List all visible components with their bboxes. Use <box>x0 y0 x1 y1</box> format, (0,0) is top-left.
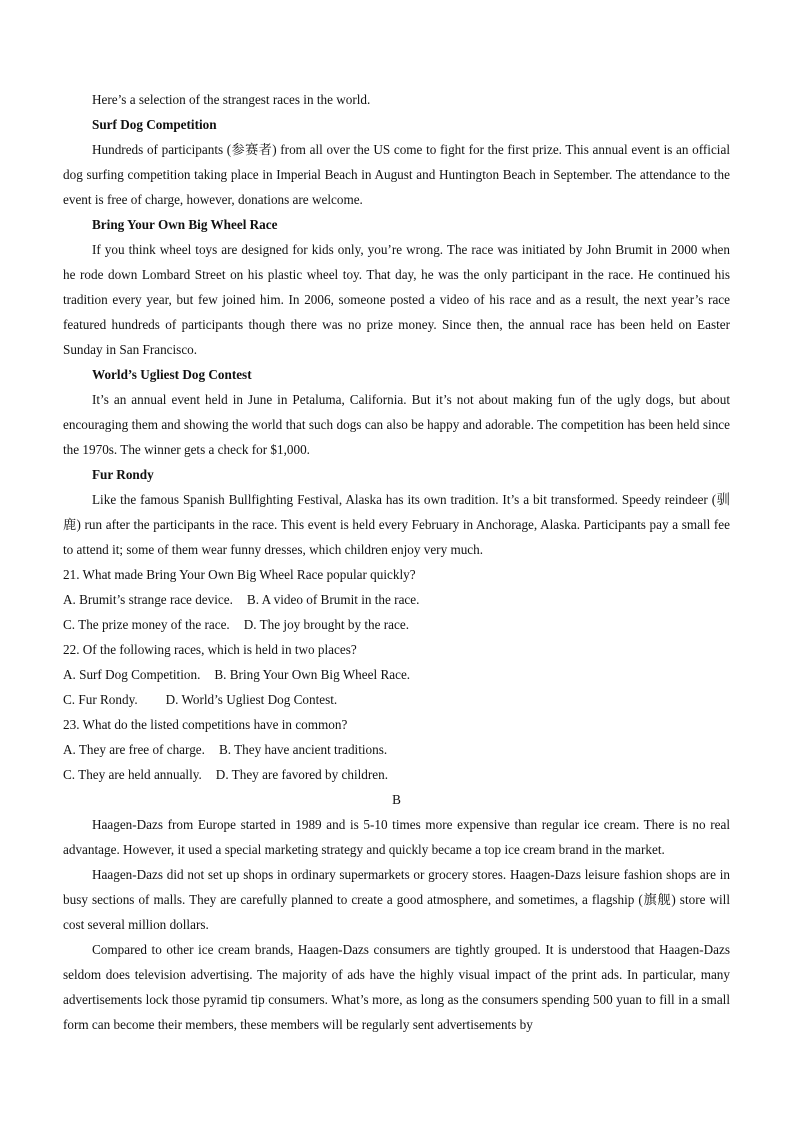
question-22-option-b[interactable]: B. Bring Your Own Big Wheel Race. <box>214 667 411 682</box>
question-23-option-d[interactable]: D. They are favored by children. <box>215 767 389 782</box>
question-21-stem: 21. What made Bring Your Own Big Wheel Race popular quickly? <box>63 567 416 582</box>
section-heading-big-wheel: Bring Your Own Big Wheel Race <box>92 217 278 232</box>
section-heading-fur-rondy: Fur Rondy <box>92 467 154 482</box>
question-23-options-row-2 <box>63 762 730 787</box>
question-22-option-a[interactable]: A. Surf Dog Competition. <box>63 667 201 682</box>
section-body-surf-dog: Hundreds of participants (参赛者) from all over the US come to fight for the first prize. This annual event is an official dog surfing competition taking place in Imperial Beach in August and Huntington Beach in September. The attendance to the event is free of charge, however, donations are welcome. <box>63 142 730 207</box>
passage-b-label: B <box>392 792 401 807</box>
question-23-option-a[interactable]: A. They are free of charge. <box>63 742 205 757</box>
question-22-stem: 22. Of the following races, which is held in two places? <box>63 642 357 657</box>
passage-b-paragraph: Haagen-Dazs from Europe started in 1989 and is 5-10 times more expensive than regular ice cream. There is no real advantage. However, it used a special marketing strategy and quickly became a top ice cream brand in the market. <box>63 817 730 857</box>
section-body-fur-rondy: Like the famous Spanish Bullfighting Festival, Alaska has its own tradition. It’s a bit transformed. Speedy reindeer (驯鹿) run after the participants in the race. This event is held every February in Anchorage, Alaska. Participants pay a small fee to attend it; some of them wear funny dresses, which children enjoy very much. <box>63 492 730 557</box>
document-page <box>63 87 730 1037</box>
question-22-options-row-1 <box>63 662 730 687</box>
question-22-options-row-2 <box>63 687 730 712</box>
question-21-options-row-2 <box>63 612 730 637</box>
section-heading-ugliest-dog: World’s Ugliest Dog Contest <box>92 367 252 382</box>
question-21-options-row-1 <box>63 587 730 612</box>
section-body-big-wheel: If you think wheel toys are designed for kids only, you’re wrong. The race was initiated by John Brumit in 2000 when he rode down Lombard Street on his plastic wheel toy. That day, he was the only participant in the race. He continued his tradition every year, but few joined him. In 2006, someone posted a video of his race and as a result, the next year’s race featured hundreds of participants though there was no prize money. Since then, the annual race has been held on Easter Sunday in San Francisco. <box>63 242 730 357</box>
question-21-option-b[interactable]: B. A video of Brumit in the race. <box>246 592 420 607</box>
question-21-option-c[interactable]: C. The prize money of the race. <box>63 617 230 632</box>
passage-b-paragraph: Compared to other ice cream brands, Haagen-Dazs consumers are tightly grouped. It is understood that Haagen-Dazs seldom does television advertising. The majority of ads have the highly visual impact of the print ads. In particular, many advertisements lock those pyramid tip consumers. What’s more, as long as the consumers spending 500 yuan to fill in a small form can become their members, these members will be regularly sent advertisements by <box>63 942 730 1032</box>
question-21-option-a[interactable]: A. Brumit’s strange race device. <box>63 592 233 607</box>
question-22-option-d[interactable]: D. World’s Ugliest Dog Contest. <box>165 692 338 707</box>
intro-text: Here’s a selection of the strangest races in the world. <box>92 92 371 107</box>
question-23-stem: 23. What do the listed competitions have in common? <box>63 717 348 732</box>
passage-b-paragraph: Haagen-Dazs did not set up shops in ordinary supermarkets or grocery stores. Haagen-Dazs leisure fashion shops are in busy sections of malls. They are carefully planned to create a good atmosphere, and sometimes, a flagship (旗舰) store will cost several million dollars. <box>63 867 730 932</box>
question-23-option-b[interactable]: B. They have ancient traditions. <box>218 742 388 757</box>
question-21-option-d[interactable]: D. The joy brought by the race. <box>243 617 410 632</box>
section-body-ugliest-dog: It’s an annual event held in June in Petaluma, California. But it’s not about making fun of the ugly dogs, but about encouraging them and showing the world that such dogs can also be happy and adorable. The competition has been held since the 1970s. The winner gets a check for $1,000. <box>63 392 730 457</box>
question-23-options-row-1 <box>63 737 730 762</box>
question-22-option-c[interactable]: C. Fur Rondy. <box>63 692 138 707</box>
section-heading-surf-dog: Surf Dog Competition <box>92 117 217 132</box>
question-23-option-c[interactable]: C. They are held annually. <box>63 767 202 782</box>
